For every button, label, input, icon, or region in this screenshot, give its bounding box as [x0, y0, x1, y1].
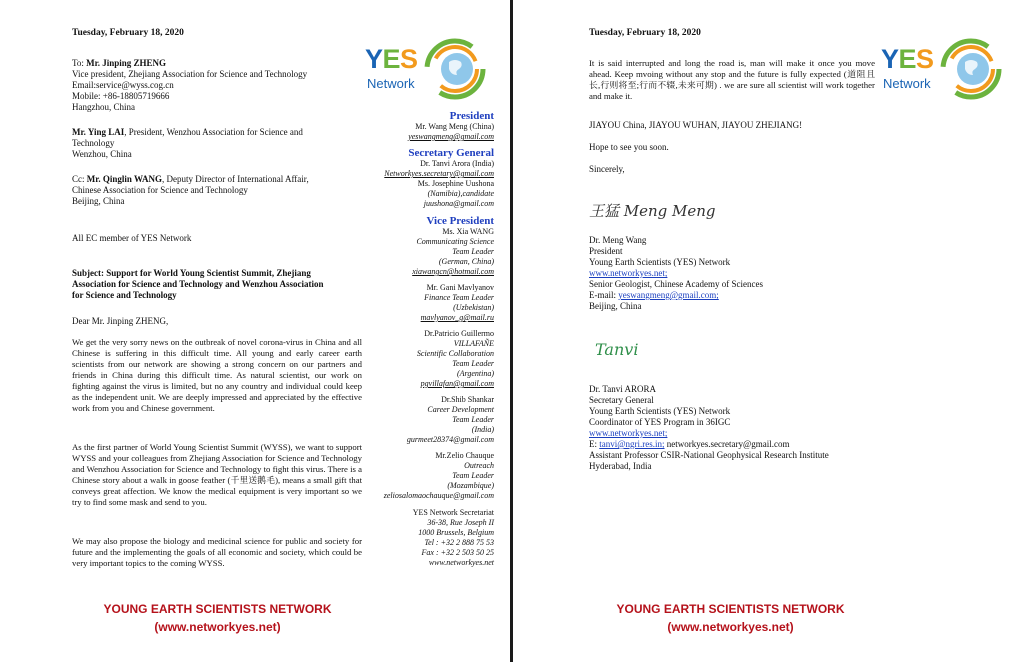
secgen-name-1: Dr. Tanvi Arora (India)	[420, 159, 494, 168]
to-line-2: Email:service@wyss.cog.cn	[72, 80, 174, 90]
to-line-3: Mobile: +86-18805719666	[72, 91, 170, 101]
signer-1-email-link[interactable]: yeswangmeng@gmail.com;	[618, 290, 719, 300]
signer-1-name: Dr. Meng Wang	[589, 235, 647, 245]
sidebar-officers	[360, 110, 494, 568]
yes-network-logo	[365, 36, 505, 100]
logo-network-text-2: Network	[883, 76, 931, 91]
vp4-country: (India)	[471, 425, 494, 434]
yes-network-logo-2	[881, 36, 1021, 100]
lai-line-2: Wenzhou, China	[72, 149, 132, 159]
footer-url: (www.networkyes.net)	[154, 620, 281, 634]
cc-line-2: Beijing, China	[72, 196, 125, 206]
body-paragraph-2: As the first partner of World Young Scientist Summit (WYSS), we want to support WYSS and your colleagues from Zhejiang Association for Science and Technology and Wenzhou Association for Science and Technology to fight this virus. There is a Chinese story about a walk in goose feather (千里送鹅毛), means a small gift that conveys great affection. We know the medical equipment is very important so we try to find some mask and send to you.	[72, 442, 362, 507]
signer-2-email-link[interactable]: tanvi@ngri.res.in;	[599, 439, 665, 449]
signer-2-email-2: networkyes.secretary@gmail.com	[664, 439, 790, 449]
vp2-email-link[interactable]: mavlyanov_g@mail.ru	[420, 313, 494, 322]
subject-block	[72, 268, 362, 301]
all-ec-line: All EC member of YES Network	[72, 233, 192, 243]
signer-1-title: President	[589, 246, 623, 256]
secretariat-tel: Tel : +32 2 888 75 53	[424, 538, 494, 547]
jiayou-line: JIAYOU China, JIAYOU WUHAN, JIAYOU ZHEJIANG!	[589, 120, 803, 130]
signer-1-city: Beijing, China	[589, 301, 642, 311]
president-name: Mr. Wang Meng (China)	[415, 122, 494, 131]
signer-1-website-link[interactable]: www.networkyes.net;	[589, 268, 668, 278]
vp5-name: Mr.Zelio Chauque	[435, 451, 494, 460]
vp4-role-2: Team Leader	[452, 415, 494, 424]
vp5-country: (Mozambique)	[447, 481, 494, 490]
signer-2-org: Young Earth Scientists (YES) Network	[589, 406, 731, 416]
president-email-link[interactable]: yeswangmeng@gmail.com	[408, 132, 494, 141]
salutation: Dear Mr. Jinping ZHENG,	[72, 316, 169, 326]
secretariat-address-2: 1000 Brussels, Belgium	[418, 528, 494, 537]
vp5-role: Outreach	[464, 461, 494, 470]
signer-1-org: Young Earth Scientists (YES) Network	[589, 257, 731, 267]
subject-line-2: Association for Science and Technology and Wenzhou Association	[72, 279, 324, 289]
lai-rest: , President, Wenzhou Association for Science and	[124, 127, 303, 137]
cc-label: Cc:	[72, 174, 87, 184]
logo-yes-text: YES	[365, 44, 418, 74]
footer	[60, 600, 375, 636]
signer-1-block	[589, 235, 889, 312]
cc-name: Mr. Qinglin WANG	[86, 174, 163, 184]
vp3-name-2: VILLAFAÑE	[453, 339, 494, 348]
signature-tanvi: Tanvi	[595, 340, 639, 359]
signer-1-email-label: E-mail:	[589, 290, 619, 300]
body-paragraph-1: We get the very sorry news on the outbreak of novel corona-virus in China and all Chinese is suffering in this difficult time. All young and early career earth scientists from our network are showing a strong concern on our partners and friends in China during this difficult time. As natural scientist, our work on fighting against the virus is limited, but no any country and individual could keep as the independent unit. We are deeply impressed and appreciated by the effective work from you and Chinese government.	[72, 337, 362, 413]
secgen-email-2: juushona@gmail.com	[423, 199, 494, 208]
sincerely-line: Sincerely,	[589, 164, 625, 174]
secgen-name-2: Ms. Josephine Uushona	[417, 179, 494, 188]
signer-2-website-link[interactable]: www.networkyes.net;	[589, 428, 668, 438]
signer-2-email-label: E:	[589, 439, 600, 449]
logo-network-text: Network	[367, 76, 415, 91]
cc-line-1: Chinese Association for Science and Technology	[72, 185, 248, 195]
lai-name: Mr. Ying LAI	[72, 127, 125, 137]
signer-2-position: Assistant Professor CSIR-National Geophysical Research Institute	[589, 450, 829, 460]
to-line-1: Vice president, Zhejiang Association for Science and Technology	[72, 69, 308, 79]
president-heading: President	[449, 110, 494, 122]
vp3-name: Dr.Patricio Guillermo	[424, 329, 494, 338]
secretariat-website: www.networkyes.net	[428, 558, 494, 567]
signer-2-title: Secretary General	[589, 395, 654, 405]
letter-page-2	[513, 0, 1024, 662]
cc-block	[72, 174, 362, 207]
vp4-email: gurmeet28374@gmail.com	[406, 435, 494, 444]
intro-paragraph: It is said interrupted and long the road is, man will make it once you move ahead. Keep mvoing without any stop and the future is fully expected (道阻且长,行则将至;行而不辍,未来可期) . we are sure all scientist will work together and make it.	[589, 58, 875, 101]
recipient-lai-block	[72, 127, 362, 160]
vp1-email-link[interactable]: xiawangcn@hotmail.com	[412, 267, 494, 276]
recipient-block	[72, 58, 362, 113]
footer-2	[573, 600, 888, 636]
secgen-country-2: (Namibia),candidate	[427, 189, 494, 198]
secretariat-address-1: 36-38, Rue Joseph II	[427, 518, 494, 527]
to-name: Mr. Jinping ZHENG	[86, 58, 167, 68]
signer-2-city: Hyderabad, India	[589, 461, 652, 471]
vp3-role: Scientific Collaboration	[416, 349, 494, 358]
vp1-role-2: Team Leader	[452, 247, 494, 256]
signer-2-block	[589, 384, 909, 472]
vp2-role: Finance Team Leader	[424, 293, 494, 302]
footer-title-2: YOUNG EARTH SCIENTISTS NETWORK	[616, 602, 845, 616]
to-line	[72, 58, 362, 69]
letter-date: Tuesday, February 18, 2020	[72, 28, 184, 38]
subject-line-1: Subject: Support for World Young Scientist Summit, Zhejiang	[72, 268, 311, 278]
vp5-email: zeliosalomaochauque@gmail.com	[383, 491, 494, 500]
footer-url-2: (www.networkyes.net)	[667, 620, 794, 634]
vp1-role: Communicating Science	[416, 237, 494, 246]
vp4-name: Dr.Shib Shankar	[441, 395, 494, 404]
body-paragraph-3: We may also propose the biology and medicinal science for public and society for future and the implementing the goals of all economic and society, which could be very important topics to the coming WYSS.	[72, 536, 362, 568]
vp3-email-link[interactable]: pgvillafan@gmail.com	[420, 379, 494, 388]
vp-heading: Vice President	[426, 215, 494, 227]
logo-yes-text-2: YES	[881, 44, 934, 74]
vp3-country: (Argentina)	[456, 369, 494, 378]
vp3-role-2: Team Leader	[452, 359, 494, 368]
secgen-email-1-link[interactable]: Networkyes.secretary@gmail.com	[384, 169, 494, 178]
vp2-name: Mr. Gani Mavlyanov	[426, 283, 494, 292]
signature-meng-wang: 王猛 Meng Meng	[589, 202, 716, 220]
secretariat-fax: Fax : +32 2 503 50 25	[421, 548, 494, 557]
letter-date-2: Tuesday, February 18, 2020	[589, 28, 701, 38]
vp4-role: Career Development	[427, 405, 494, 414]
vp1-name: Ms. Xia WANG	[442, 227, 494, 236]
vp1-country: (German, China)	[438, 257, 494, 266]
subject-line-3: for Science and Technology	[72, 290, 177, 300]
letter-page-1	[0, 0, 510, 662]
globe-icon	[421, 36, 487, 102]
signer-2-name: Dr. Tanvi ARORA	[589, 384, 656, 394]
footer-title: YOUNG EARTH SCIENTISTS NETWORK	[103, 602, 332, 616]
cc-rest: , Deputy Director of International Affair,	[162, 174, 309, 184]
hope-line: Hope to see you soon.	[589, 142, 669, 152]
vp5-role-2: Team Leader	[452, 471, 494, 480]
signer-1-position: Senior Geologist, Chinese Academy of Sciences	[589, 279, 763, 289]
to-line-4: Hangzhou, China	[72, 102, 135, 112]
lai-line-1: Technology	[72, 138, 115, 148]
globe-icon	[937, 36, 1003, 102]
to-label: To:	[72, 58, 87, 68]
signer-2-coordinator: Coordinator of YES Program in 36IGC	[589, 417, 731, 427]
vp2-country: (Uzbekistan)	[453, 303, 494, 312]
secgen-heading: Secretary General	[408, 147, 494, 159]
secretariat-name: YES Network Secretariat	[412, 508, 494, 517]
